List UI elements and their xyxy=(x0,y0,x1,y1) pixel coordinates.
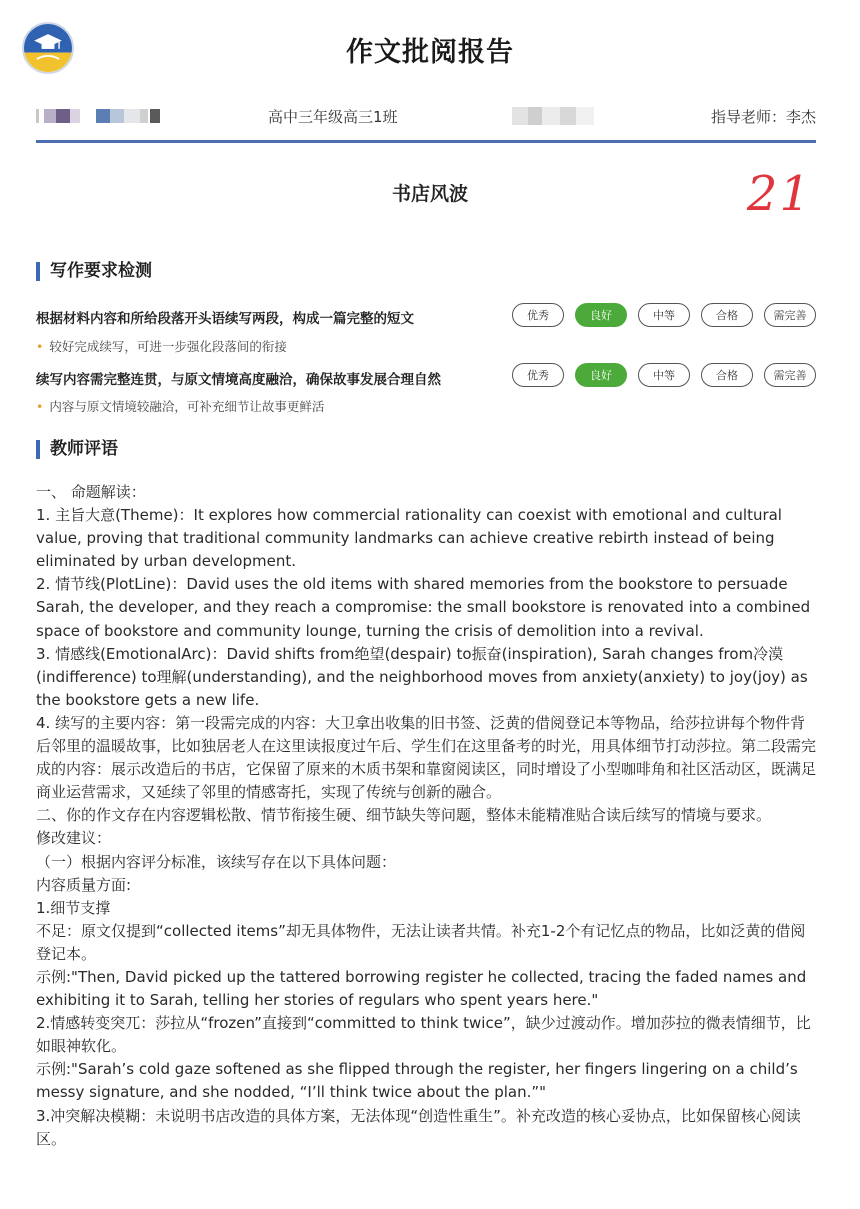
redacted-student-name xyxy=(36,109,164,123)
comment-paragraph: 3.冲突解决模糊：未说明书店改造的具体方案，无法体现“创造性重生”。补充改造的核心妥协点，比如保留核心阅读区。 xyxy=(36,1106,801,1148)
rating-option-average[interactable]: 中等 xyxy=(638,303,690,327)
comment-paragraph: 3. 情感线(EmotionalArc)：David shifts from绝望(despair) to振奋(inspiration), Sarah changes from冷漠(indifference) to理解(understanding), and the neighborhood moves from anxiety(anxiety) to joy(joy) as the bookstore gets a new life. xyxy=(36,644,808,709)
teacher-name: 指导老师：李杰 xyxy=(710,108,816,126)
rating-option-excellent[interactable]: 优秀 xyxy=(512,363,564,387)
requirements-section-title: 写作要求检测 xyxy=(36,262,152,281)
rating-option-pass[interactable]: 合格 xyxy=(701,363,753,387)
essay-title: 书店风波 xyxy=(391,183,468,205)
comment-paragraph: 示例:"Sarah’s cold gaze softened as she flipped through the register, her fingers lingering on a child’s messy signature, and she nodded, “I’ll think twice about the plan.”" xyxy=(36,1060,798,1102)
requirement-text-1: 根据材料内容和所给段落开头语续写两段，构成一篇完整的短文 xyxy=(36,311,414,327)
requirement-note-1-text: 较好完成续写，可进一步强化段落间的衔接 xyxy=(49,339,287,354)
comment-paragraph: 2.情感转变突兀：莎拉从“frozen”直接到“committed to think twice”，缺少过渡动作。增加莎拉的微表情细节，比如眼神软化。 xyxy=(36,1014,811,1056)
comment-paragraph: 修改建议： xyxy=(36,829,112,848)
rating-option-needs-improvement[interactable]: 需完善 xyxy=(764,303,816,327)
comment-paragraph: 4. 续写的主要内容：第一段需完成的内容：大卫拿出收集的旧书签、泛黄的借阅登记本等物品，给莎拉讲每个物件背后邻里的温暖故事，比如独居老人在这里读报度过午后、学生们在这里备考的时光，用具体细节打动莎拉。第二段需完成的内容：展示改造后的书店，它保留了原来的木质书架和靠窗阅读区，同时增设了小型咖啡角和社区活动区，既满足商业运营需求，又延续了邻里的情感寄托，实现了传统与创新的融合。 xyxy=(36,713,817,802)
rating-option-good[interactable]: 良好 xyxy=(575,363,627,387)
rating-option-excellent[interactable]: 优秀 xyxy=(512,303,564,327)
comment-paragraph: 内容质量方面: xyxy=(36,875,132,894)
requirement-note-2-text: 内容与原文情境较融洽，可补充细节让故事更鲜活 xyxy=(49,399,325,414)
rating-option-needs-improvement[interactable]: 需完善 xyxy=(764,363,816,387)
rating-option-average[interactable]: 中等 xyxy=(638,363,690,387)
class-name: 高中三年级高三1班 xyxy=(268,108,398,126)
redacted-student-id xyxy=(512,107,594,125)
comment-paragraph: 1. 主旨大意(Theme)：It explores how commercial rationality can coexist with emotional and cultural value, proving that traditional community landmarks can achieve creative rebirth instead of being eliminated by urban development. xyxy=(36,506,782,571)
comment-paragraph: 示例:"Then, David picked up the tattered borrowing register he collected, tracing the faded names and exhibiting it to Sarah, telling her stories of regulars who spent years here." xyxy=(36,967,807,1010)
rating-option-pass[interactable]: 合格 xyxy=(701,303,753,327)
bullet-dot: • xyxy=(36,399,44,414)
comment-paragraph: 不足：原文仅提到“collected items”却无具体物件，无法让读者共情。补充1-2个有记忆点的物品，比如泛黄的借阅登记本。 xyxy=(36,921,806,963)
comment-paragraph: 二、你的作文存在内容逻辑松散、情节衔接生硬、细节缺失等问题，整体未能精准贴合读后续写的情境与要求。 xyxy=(36,806,772,825)
essay-score: 21 xyxy=(746,166,812,222)
header-divider xyxy=(36,140,816,143)
rating-group-1 xyxy=(512,303,816,327)
requirement-text-2: 续写内容需完整连贯，与原文情境高度融洽，确保故事发展合理自然 xyxy=(36,372,441,388)
teacher-comments-body xyxy=(36,481,820,1151)
rating-option-good[interactable]: 良好 xyxy=(575,303,627,327)
student-info-row xyxy=(36,104,816,130)
report-title: 作文批阅报告 xyxy=(346,37,514,68)
comment-paragraph: （一）根据内容评分标准，该续写存在以下具体问题： xyxy=(36,852,397,871)
comment-paragraph: 1.细节支撑 xyxy=(36,898,111,917)
rating-group-2 xyxy=(512,363,816,387)
requirement-note-1 xyxy=(36,337,287,355)
comment-paragraph: 一、 命题解读： xyxy=(36,483,146,501)
requirement-note-2 xyxy=(36,397,324,415)
bullet-dot: • xyxy=(36,339,44,354)
teacher-comments-section-title: 教师评语 xyxy=(36,440,118,459)
comment-paragraph: 2. 情节线(PlotLine)：David uses the old items with shared memories from the bookstore to persuade Sarah, the developer, and they reach a compromise: the small bookstore is renovated into a combined space of bookstore and community lounge, turning the crisis of demolition into a revival. xyxy=(36,575,811,640)
